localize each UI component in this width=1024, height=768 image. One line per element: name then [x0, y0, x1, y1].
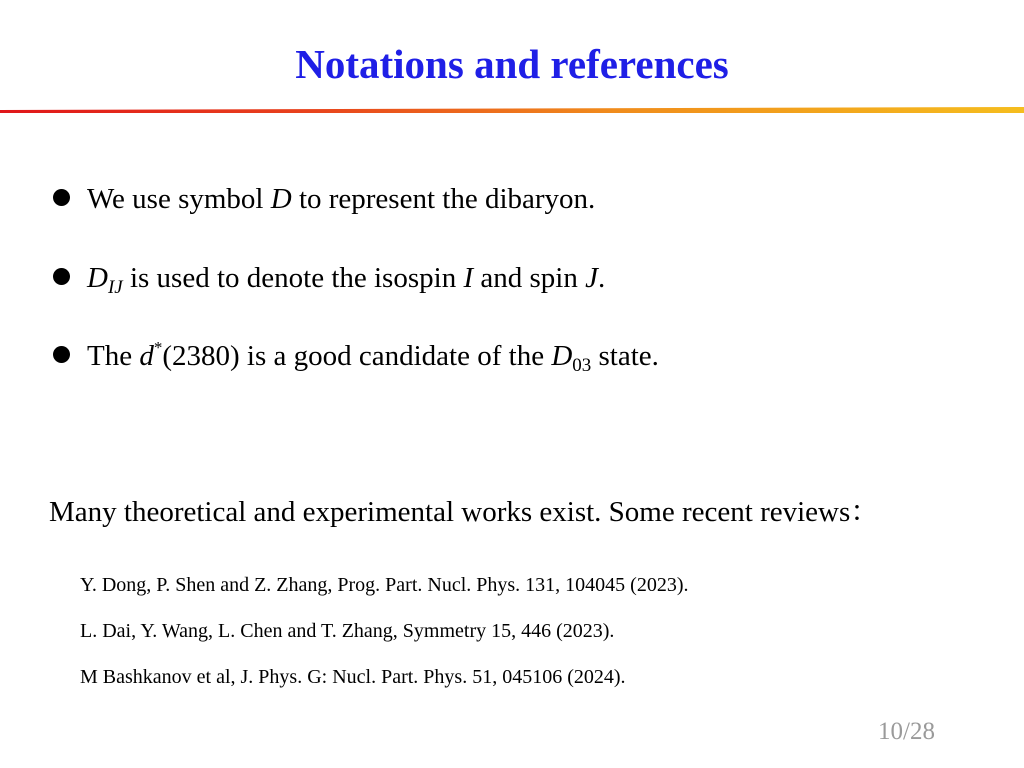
bullet-item-isospin-spin — [53, 260, 605, 296]
bullet-dot-icon — [53, 346, 70, 363]
bullet-dot-icon — [53, 189, 70, 206]
bullet-text: We use symbol — [87, 183, 271, 215]
title-divider — [0, 107, 1024, 113]
bullet-text: . — [597, 262, 606, 294]
subscript-ij: IJ — [107, 277, 123, 298]
bullet-text: is used to denote the isospin — [122, 262, 464, 294]
slide-title: Notations and references — [295, 41, 729, 87]
symbol-d: D — [270, 183, 292, 215]
bullet-text: (2380) is a good candidate of the — [162, 340, 552, 372]
bullet-item-dibaryon-symbol — [53, 181, 595, 217]
symbol-d: D — [551, 340, 573, 372]
symbol-d-lower: d — [139, 340, 154, 372]
subscript-03: 03 — [572, 355, 592, 376]
reference-item: M Bashkanov et al, J. Phys. G: Nucl. Part. Phys. 51, 045106 (2024). — [80, 666, 626, 688]
reference-item: Y. Dong, P. Shen and Z. Zhang, Prog. Part. Nucl. Phys. 131, 104045 (2023). — [80, 574, 689, 596]
superscript-star: * — [153, 338, 163, 357]
page-number: 10/28 — [878, 718, 935, 745]
bullet-text: to represent the dibaryon. — [291, 183, 596, 215]
reference-item: L. Dai, Y. Wang, L. Chen and T. Zhang, Symmetry 15, 446 (2023). — [80, 620, 615, 642]
bullet-dot-icon — [53, 268, 70, 285]
bullet-text: state. — [591, 340, 659, 372]
reviews-intro-text: Many theoretical and experimental works exist. Some recent reviews： — [49, 496, 880, 528]
bullet-text: and spin — [473, 262, 586, 294]
symbol-d: D — [87, 262, 108, 294]
bullet-item-d-star-candidate — [53, 338, 659, 374]
bullet-text: The — [87, 340, 140, 372]
symbol-j: J — [585, 262, 598, 294]
symbol-i: I — [463, 262, 474, 294]
